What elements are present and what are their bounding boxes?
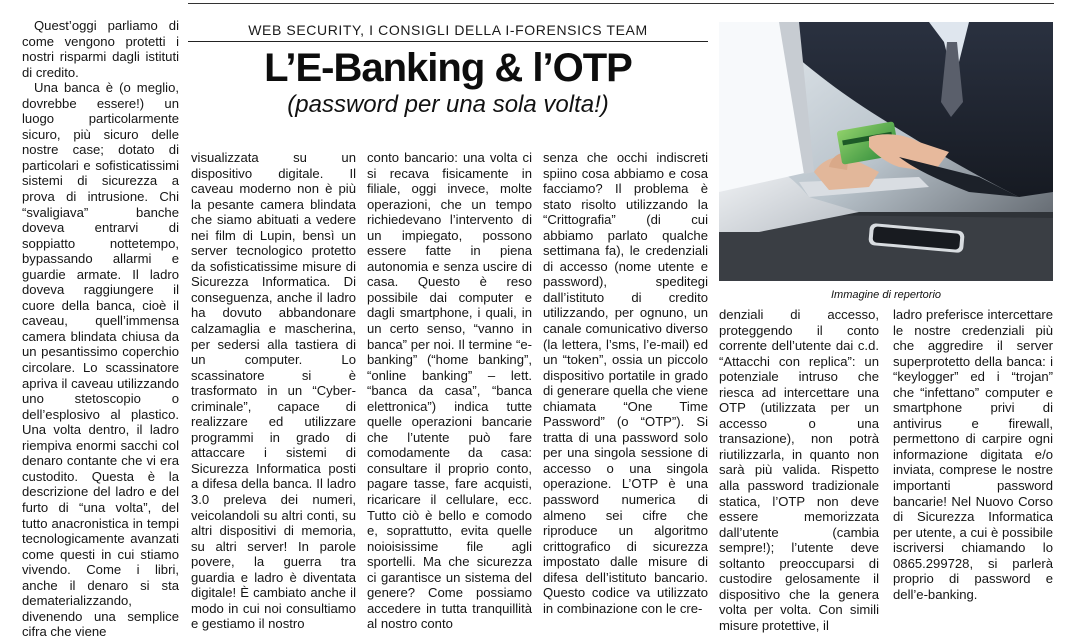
paragraph: Quest’oggi parliamo di come vengono protetti i nostri risparmi dagli istituti di credito. <box>22 18 179 80</box>
photo-caption: Immagine di repertorio <box>830 289 942 301</box>
paragraph: senza che occhi indiscreti spiino cosa abbiamo e cosa facciamo? Il problema è stato risolto utilizzando la “Crittografia” (di cui abbiamo parlato qualche settimana fa), le credenziali di accesso (nome utente e password), speditegi dall’istituto di credito utilizzando, per ognuno, un canale comunicativo diverso (la lettera, l’sms, l’e-mail) ed un “token”, ossia un piccolo dispositivo portatile in grado di generare quella che viene chiamata “One Time Password” (o “OTP”). Si tratta di una password solo per una singola sessione di accesso o una singola operazione. L’OTP è una password numerica di almeno sei cifre che riproduce un algoritmo crittografico di sicurezza impostato dalle misure di difesa dell’istituto bancario. Questo codice va utilizzato in combinazione con le cre- <box>543 150 708 616</box>
article-column-5 <box>719 307 879 633</box>
article-column-1 <box>22 18 179 640</box>
kicker-rule <box>188 41 708 42</box>
article-column-2 <box>191 150 356 632</box>
paragraph: visualizzata su un dispositivo digitale. Il caveau moderno non è più la pesante camera blindata che siamo abituati a vedere nei film di Lupin, bensì un server tecnologico protetto da sofisticatissime misure di Sicurezza Informatica. Di conseguenza, anche il ladro ha dovuto abbandonare calzamaglia e mascherina, per sedersi alla tastiera di un computer. Lo scassinatore si è trasformato in un “Cyber-criminale”, capace di realizzare ed utilizzare programmi in grado di attaccare i sistemi di Sicurezza Informatica posti a difesa della banca. Il ladro 3.0 preleva dei numeri, veicolandoli su altri conti, su altri dispositivi di memoria, su altri server! In parole povere, la guerra tra guardia e ladro è diventata digitale! È cambiato anche il modo in cui noi consultiamo e gestiamo il nostro <box>191 150 356 632</box>
article-column-4 <box>543 150 708 616</box>
subheadline: (password per una sola volta!) <box>287 91 609 118</box>
paragraph: conto bancario: una volta ci si recava fisicamente in filiale, oggi invece, molte operazioni, che un tempo richiedevano l’intervento di un impiegato, possono essere fatte in piena autonomia e senza uscire di casa. Questo è reso possibile dai computer e dagli smartphone, i quali, in un certo senso, “vanno in banca” per noi. Il termine “e-banking” (“home banking”, “online banking” – lett. “banca da casa”, “banca elettronica”) indica tutte quelle operazioni bancarie che l’utente può fare comodamente da casa: consultare il proprio conto, pagare tasse, fare acquisti, ricaricare il cellulare, ecc. Tutto ciò è bello e comodo e, soprattutto, evita quelle noioisissime file agli sportelli. Ma che sicurezza ci garantisce un sistema del genere? Come possiamo accedere in tutta tranquillità al nostro conto <box>367 150 532 632</box>
paragraph: denziali di accesso, proteggendo il conto corrente dell’utente dai c.d. “Attacchi con replica”: un potenziale intruso che riesca ad intercettare una OTP (utilizzata per un accesso o una transazione), non potrà riutilizzarla, in quanto non sarà più valida. Rispetto alla password tradizionale statica, l’OTP non deve essere memorizzata dall’utente (cambia sempre!); l’utente deve soltanto preoccuparsi di custodire gelosamente il dispositivo che la genera volta per volta. Con simili misure protettive, il <box>719 307 879 633</box>
banking-photo-illustration <box>719 22 1053 281</box>
article-column-6 <box>893 307 1053 602</box>
paragraph: ladro preferisce intercettare le nostre credenziali più che aggredire il server superprotetto della banca: i “keylogger” ed i “trojan” che “infettano” computer e smartphone privi di antivirus e firewall, permettono di carpire ogni informazione digitata e/o inviata, comprese le nostre importanti password bancarie! Nel Nuovo Corso di Sicurezza Informatica per utente, a cui è possibile iscriversi chiamando lo 0865.299728, si parlerà proprio di password e dell’e-banking. <box>893 307 1053 602</box>
top-rule <box>188 3 1054 4</box>
article-photo <box>719 22 1053 281</box>
headline: L’E-Banking & l’OTP <box>264 46 632 90</box>
section-kicker: WEB SECURITY, I CONSIGLI DELLA I-FORENSICS TEAM <box>248 22 648 38</box>
article-column-3 <box>367 150 532 632</box>
paragraph: Una banca è (o meglio, dovrebbe essere!) un luogo particolarmente sicuro, più sicuro delle nostre case; dotato di particolari e sofisticatissimi sistemi di sicurezza a prova di intrusione. Chi “svaligiava” banche doveva entrarvi di soppiatto nottetempo, bypassando allarmi e guardie armate. Il ladro doveva raggiungere il cuore della banca, cioè il caveau, quell’immensa camera blindata chiusa da un pesantissimo coperchio circolare. Lo scassinatore apriva il caveau utilizzando uno stetoscopio o dell’esplosivo al plastico. Una volta dentro, il ladro riempiva enormi sacchi col denaro contante che vi era custodito. Questa è la descrizione del ladro e del furto di “una volta”, del tutto anacronistica in tempi tecnologicamente avanzati come questi in cui stiamo vivendo. Come i libri, anche il denaro si sta dematerializzando, divenendo una semplice cifra che viene <box>22 80 179 640</box>
